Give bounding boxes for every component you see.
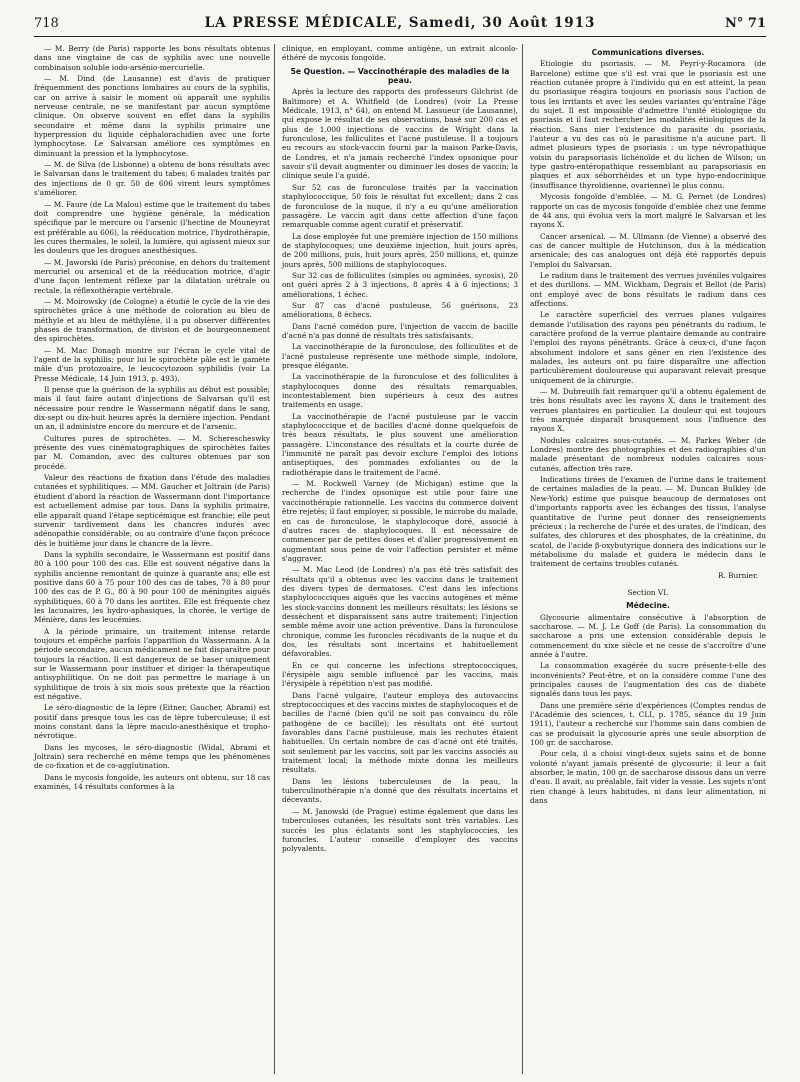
paragraph: La consommation exagérée du sucre présente-t-elle des inconvénients? Peut-être, et on la considère comme l'une des principales causes de l'augmentation des cas de diabète signalés dans tous les pays. — [530, 661, 766, 699]
paragraph: Le caractère superficiel des verrues planes vulgaires demande l'utilisation des rayons peu pénétrants du radium, le caractère profond de la verrue plantaire demande au contraire l'emploi des rayons pénétrants. Grâce à ceux-ci, d'une façon absolument indolore et sans gêner en rien l'existence des malades, les auteurs ont pu faire disparaître une affection particulièrement douloureuse qui auparavant relevait presque uniquement de la chirurgie. — [530, 310, 766, 385]
paragraph: Mycosis fongoïde d'emblée. — M. G. Pernet (de Londres) rapporte un cas de mycosis fongoïde d'emblée chez une femme de 44 ans, qui évolua vers la mort malgré le Salvarsan et les rayons X. — [530, 192, 766, 230]
paragraph: A la période primaire, un traitement intense retarde toujours et empêche parfois l'apparition du Wassermann. A la période secondaire, aucun médicament ne fait disparaître pour toujours la réaction. Il est dangereux de se baser uniquement sur le Wassermann pour instituer et diriger la thérapeutique antisyphilitique. On ne doit pas permettre le mariage à un syphilitique de trois à six mois sous prétexte que la réaction est négative. — [34, 626, 270, 702]
paragraph: Sur 52 cas de furonculose traités par la vaccination staphylococcique, 50 fois le résultat fut excellent; dans 2 cas de furonculose de la nuque, il n'y a eu qu'une amélioration passagère. Le vaccin agit dans cette affection d'une façon remarquable comme agent curatif et préservatif. — [282, 182, 518, 230]
paragraph: Etiologie du psoriasis. — M. Peyri-y-Rocamora (de Barcelone) estime que s'il est vrai que le psoriasis est une réaction cutanée propre à l'individu qui en est atteint, la peau du psoriasique réagira toujours en psoriasis sous l'action de tous les irritants et avec les seules variantes qu'entraîne l'âge du sujet. Il est impossible d'admettre l'unité étiologique du psoriasis et il faut rechercher les modalités étiologiques de la réaction. Sans nier l'existence du parasite du psoriasis, l'auteur a vu des cas où le parasitisme n'a aucune part. Il admet plusieurs types de psoriasis : un type névropathique voisin du parapsoriasis lichénoïde et du lichen de Wilson; un type gastro-entéropathique ressemblant au parapsoriasis en plaques et aux séborrhéides et un type hypo-endocrinique (insuffisance thyroïdienne, ovarienne) le plus connu. — [530, 59, 766, 190]
column-divider — [522, 44, 523, 1074]
section-heading: Communications diverses. — [591, 48, 705, 57]
paragraph: Le radium dans le traitement des verrues juvéniles vulgaires et des durillons. — MM. Wickham, Degrais et Bellot (de Paris) ont employé avec de bons résultats le radium dans ces affections. — [530, 270, 766, 308]
paragraph: Après la lecture des rapports des professeurs Gilchrist (de Baltimore) et A. Whitfield (de Londres) (voir La Presse Médicale, 1913, n° 64), on entend M. Lassueur (de Lausanne), qui expose le résultat de ses observations, basé sur 200 cas et plus de 1.000 injections de vaccins de Wright dans la furonculose, les folliculites et l'acné pustuleuse. Il a toujours eu recours au stock-vaccin fourni par la maison Parke-Davis, de Londres, et n'a jamais recherché l'index opsonique pour savoir s'il devait augmenter ou diminuer les doses de vaccin; la clinique seule l'a guidé. — [282, 87, 518, 181]
paragraph: Valeur des réactions de fixation dans l'étude des maladies cutanées et syphilitiques. — MM. Gaucher et Joltrain (de Paris) étudient d'abord la réaction de Wassermann dont l'importance est actuellement admise par tous. Dans la syphilis primaire, elle apparaît quand l'étape septicémique est franchie; elle peut survenir tardivement dans les chancres indurés avec adénopathie considérable, ou au contraire d'une façon précoce dès le huitième jour dans le chancre de la lèvre. — [34, 473, 270, 548]
paragraph: — M. de Silva (de Lisbonne) a obtenu de bons résultats avec le Salvarsan dans le traitement du tabes; 6 malades traités par des injections de 0 gr. 50 de 606 virent leurs symptômes s'améliorer. — [34, 160, 270, 198]
paragraph: Dans la syphilis secondaire, le Wassermann est positif dans 80 à 100 pour 100 des cas. Elle est souvent négative dans la syphilis ancienne remontant de quinze à quarante ans; elle est positive dans 60 à 75 pour 100 des cas de tabes, 70 à 80 pour 100 des cas de P. G., 80 à 90 pour 100 de méningites aiguës syphilitiques, 60 à 70 dans les aortites. Elle est fréquente chez les lacunaires, les hydro-aphasiques, la chorée, le vertige de Ménière, dans les leucémies. — [34, 549, 270, 625]
paragraph: Il pense que la guérison de la syphilis au début est possible; mais il faut faire autant d'injections de Salvarsan qu'il est nécessaire pour rendre le Wassermann négatif dans le sang, dix-sept ou dix-huit heures après la dernière injection. Pendant un an, il administre encore du mercure et de l'arsenic. — [34, 385, 270, 432]
paragraph: Dans les lésions tuberculeuses de la peau, la tuberculinothérapie n'a donné que des résultats incertains et décevants. — [282, 776, 518, 805]
paragraph: En ce qui concerne les infections streptococciques, l'érysipèle aigu semble influencé par les vaccins, mais l'érysipèle à répétition n'est pas modifié. — [282, 660, 518, 689]
paragraph: — M. Mac Donagh montre sur l'écran le cycle vital de l'agent de la syphilis; pour lui le spirochète pâle est le gamète mâle d'un protozoaire, le leucocytozoon syphilidis (voir La Presse Médicale, 14 Juin 1913, p. 493). — [34, 345, 270, 383]
paragraph: Dans les mycoses, le séro-diagnostic (Widal, Abrami et Joltrain) sera recherché en même temps que les phénomènes de co-fixation et de co-agglutination. — [34, 742, 270, 771]
paragraph: Dans le mycosis fongoïde, les auteurs ont obtenu, sur 18 cas examinés, 14 résultats conformes à la — [34, 772, 270, 792]
paragraph: — M. Janowski (de Prague) estime également que dans les tuberculoses cutanées, les résultats sont très variables. Les succès les plus éclatants sont les staphylococcies, les furoncles. L'auteur conseille d'employer des vaccins polyvalents. — [282, 806, 518, 854]
column-middle — [282, 44, 518, 856]
paragraph: Le séro-diagnostic de la lèpre (Eitner, Gaucher, Abrami) est positif dans presque tous les cas de lèpre tuberculeuse; il est moins constant dans la lèpre maculo-anesthésique et tropho-névrotique. — [34, 703, 270, 741]
section-number: Section VI. — [627, 587, 669, 597]
issue-number: N° 71 — [725, 16, 766, 31]
section-title: Médecine. — [626, 601, 670, 611]
paragraph: — M. Rockwell Varney (de Michigan) estime que la recherche de l'index opsonique est utile pour faire une vaccinothérapie rationnelle. Les vaccins du commerce doivent être rejetés; il faut employer, si possible, le microbe du malade, en cas de furonculose, le staphylocoque doré, associé à d'autres races de staphylocoques. Il est nécessaire de commencer par de petites doses et d'aller progressivement en augmentant sous peine de voir l'affection persister et même s'aggraver. — [282, 479, 518, 563]
journal-title: LA PRESSE MÉDICALE, Samedi, 30 Août 1913 — [204, 15, 596, 31]
paragraph: — M. Faure (de La Malou) estime que le traitement du tabes doit comprendre une hygiène générale, la médication spécifique par le mercure ou l'arsenic (l'hectine de Mouneyrat est préférable au 606), la rééducation motrice, l'hydrothérapie, les cures thermales, le soleil, la lumière, qui agissent mieux sur les douleurs que les drogues anesthésiques. — [34, 199, 271, 256]
paragraph: La dose employée fut une première injection de 150 millions de staphylocoques; une deuxième injection, huit jours après, de 200 millions, puis, huit jours après, 250 millions, et, quinze jours après, 500 millions de staphylocoques. — [282, 231, 518, 269]
paragraph: Nodules calcaires sous-cutanés. — M. Parkes Weber (de Londres) montre des photographies et des radiographies d'un malade présentant de nombreux nodules calcaires sous-cutanés, affection très rare. — [530, 435, 766, 473]
paragraph: La vaccinothérapie de la furonculose et des folliculites à staphylocoques donne des résultats remarquables, incontestablement bien supérieurs à ceux des autres traitements en usage. — [282, 372, 518, 410]
column-right — [530, 44, 766, 807]
section-question-heading: 5e Question. — Vaccinothérapie des maladies de la peau. — [290, 66, 510, 86]
paragraph: Sur 32 cas de folliculites (simples ou agminées, sycosis), 20 ont guéri après 2 à 3 injections, 8 après 4 à 6 injections; 3 améliorations, 1 échec. — [282, 270, 518, 299]
paragraph: — M. Berry (de Paris) rapporte les bons résultats obtenus dans une vingtaine de cas de syphilis avec une nouvelle combinaison soluble iodo-arsénio-mercurielle. — [34, 44, 270, 72]
paragraph: Dans une première série d'expériences (Comptes rendus de l'Académie des sciences, t. CLI, p. 1785, séance du 19 Juin 1911), l'auteur a recherché sur l'homme sain dans combien de cas se produisait la glycosurie après une seule absorption de 100 gr. de saccharose. — [530, 700, 766, 748]
paragraph: Dans l'acné vulgaire, l'auteur employa des autovaccins streptococciques et des vaccins mixtes de staphylocoques et de bacilles de l'acné (bien qu'il ne soit pas convaincu du rôle pathogène de ce bacille); les résultats ont été surtout favorables dans l'acné pustuleuse, mais les rechutes étaient habituelles. Un certain nombre de cas d'acné ont été traités, soit seulement par les vaccins, soit par les vaccins associés au traitement local; la méthode mixte donna les meilleurs résultats. — [282, 690, 518, 775]
paragraph: Sur 87 cas d'acné pustuleuse, 56 guérisons, 23 améliorations, 8 échecs. — [282, 300, 518, 320]
paragraph: Cultures pures de spirochètes. — M. Scherescheswky présente des vues cinématographiques de spirochètes faites par M. Comandon, avec des cultures obtenues par son procédé. — [34, 433, 270, 471]
paragraph: Dans l'acné comédon pure, l'injection de vaccin de bacille d'acné n'a pas donné de résultats très satisfaisants. — [282, 321, 518, 340]
paragraph: Indications tirées de l'examen de l'urine dans le traitement de certaines maladies de la peau. — M. Duncan Bulkley (de New-York) estime que puisque beaucoup de dermatoses ont d'importants rapports avec les échanges des tissus, l'analyse quantitative de l'urine peut donner des renseignements précieux ; la recherche de l'urée et des urates, de l'indican, des sulfates, des chlorures et des phosphates, de la créatinine, du scatol, de l'acide β-oxybutyrique donnera des indications sur le métabolisme du malade et guidera le médecin dans le traitement de certains troubles cutanés. — [530, 475, 766, 569]
column-divider — [274, 44, 275, 1074]
paragraph: La vaccinothérapie de la furonculose, des folliculites et de l'acné pustuleuse représente une méthode simple, indolore, presque élégante. — [282, 342, 518, 370]
author-signature: R. Burnier. — [717, 570, 758, 580]
paragraph: — M. Dind (de Lausanne) est d'avis de pratiquer fréquemment des ponctions lombaires au cours de la syphilis, car on arrive à saisir le moment où apparaît une syphilis nerveuse centrale, ne se manifestant par aucun symptôme clinique. On observe souvent en effet dans la syphilis secondaire et même dans la syphilis primaire une hyperpression du liquide céphalorachidien avec une forte lymphocytose. Le Salvarsan améliore ces symptômes en diminuant la pression et la lymphocytose. — [34, 74, 270, 158]
paragraph: Pour cela, il a choisi vingt-deux sujets sains et de bonne volonté n'ayant jamais présenté de glycosurie; il leur a fait absorber, le matin, 100 gr. de saccharose dissous dans un verre d'eau. Il avait, au préalable, fait vider la vessie. Les sujets n'ont rien changé à leurs habitudes, ni dans leur alimentation, ni dans — [530, 749, 766, 806]
paragraph: — M. Moirowsky (de Cologne) a étudié le cycle de la vie des spirochètes grâce à une méthode de coloration au bleu de méthyle et au bleu de méthylène, il a pu observer différentes phases de transformation, de division et de bourgeonnement des spirochètes. — [34, 296, 270, 344]
column-left — [34, 44, 270, 793]
paragraph: clinique, en employant, comme antigène, un extrait alcoolo-éthéré de mycosis fongoïde. — [282, 44, 518, 63]
paragraph: — M. Dubreuilh fait remarquer qu'il a obtenu également de très bons résultats avec les rayons X, dans le traitement des verrues plantaires en particulier. La douleur qui est toujours très marquée disparaît brusquement sous l'influence des rayons X. — [530, 387, 766, 434]
paragraph: — M. Mac Leod (de Londres) n'a pas été très satisfait des résultats qu'il a obtenus avec les vaccins dans le traitement des divers types de dermatoses. C'est dans les infections staphylococciques aiguës que les vaccins autogènes et même les stock-vaccins donnent les meilleurs résultats; les lésions se dessèchent et disparaissent sans autre traitement; l'injection semble même avoir une action préventive. Dans la furonculose chronique, comme les furoncles récidivants de la nuque et du dos, les résultats sont incertains et habituellement défavorables. — [282, 565, 518, 659]
paragraph: La vaccinothérapie de l'acné pustuleuse par le vaccin staphylococcique et de bacilles d'acné donne quelquefois de très beaux résultats, le plus souvent une amélioration passagère. L'inconstance des résultats et la courte durée de l'immunité ne paraît pas devoir exclure l'emploi des lotions antiseptiques, des pommades exfoliantes ou de la radiothérapie dans le traitement de l'acné. — [282, 411, 518, 477]
paragraph: — M. Jaworski (de Paris) préconise, en dehors du traitement mercuriel ou arsenical et de la rééducation motrice, d'agir d'une façon lentement réflexe par la dilatation urétrale ou rectale, la réflexothérapie vertébrale. — [34, 257, 270, 295]
page-header — [34, 14, 766, 37]
page-number: 718 — [34, 16, 59, 31]
paragraph: Cancer arsenical. — M. Ullmann (de Vienne) a observé des cas de cancer multiple de Hutchinson, dus à la médication arsenicale; des cas analogues ont déjà été rapportés depuis l'emploi du Salvarsan. — [530, 231, 766, 269]
paragraph: Glycosurie alimentaire consécutive à l'absorption de saccharose. — M. J. Le Goff (de Paris). La consommation du saccharose a pris une extension considérable depuis le commencement du xixe siècle et ne cesse de s'accroître d'une année à l'autre. — [530, 612, 766, 659]
